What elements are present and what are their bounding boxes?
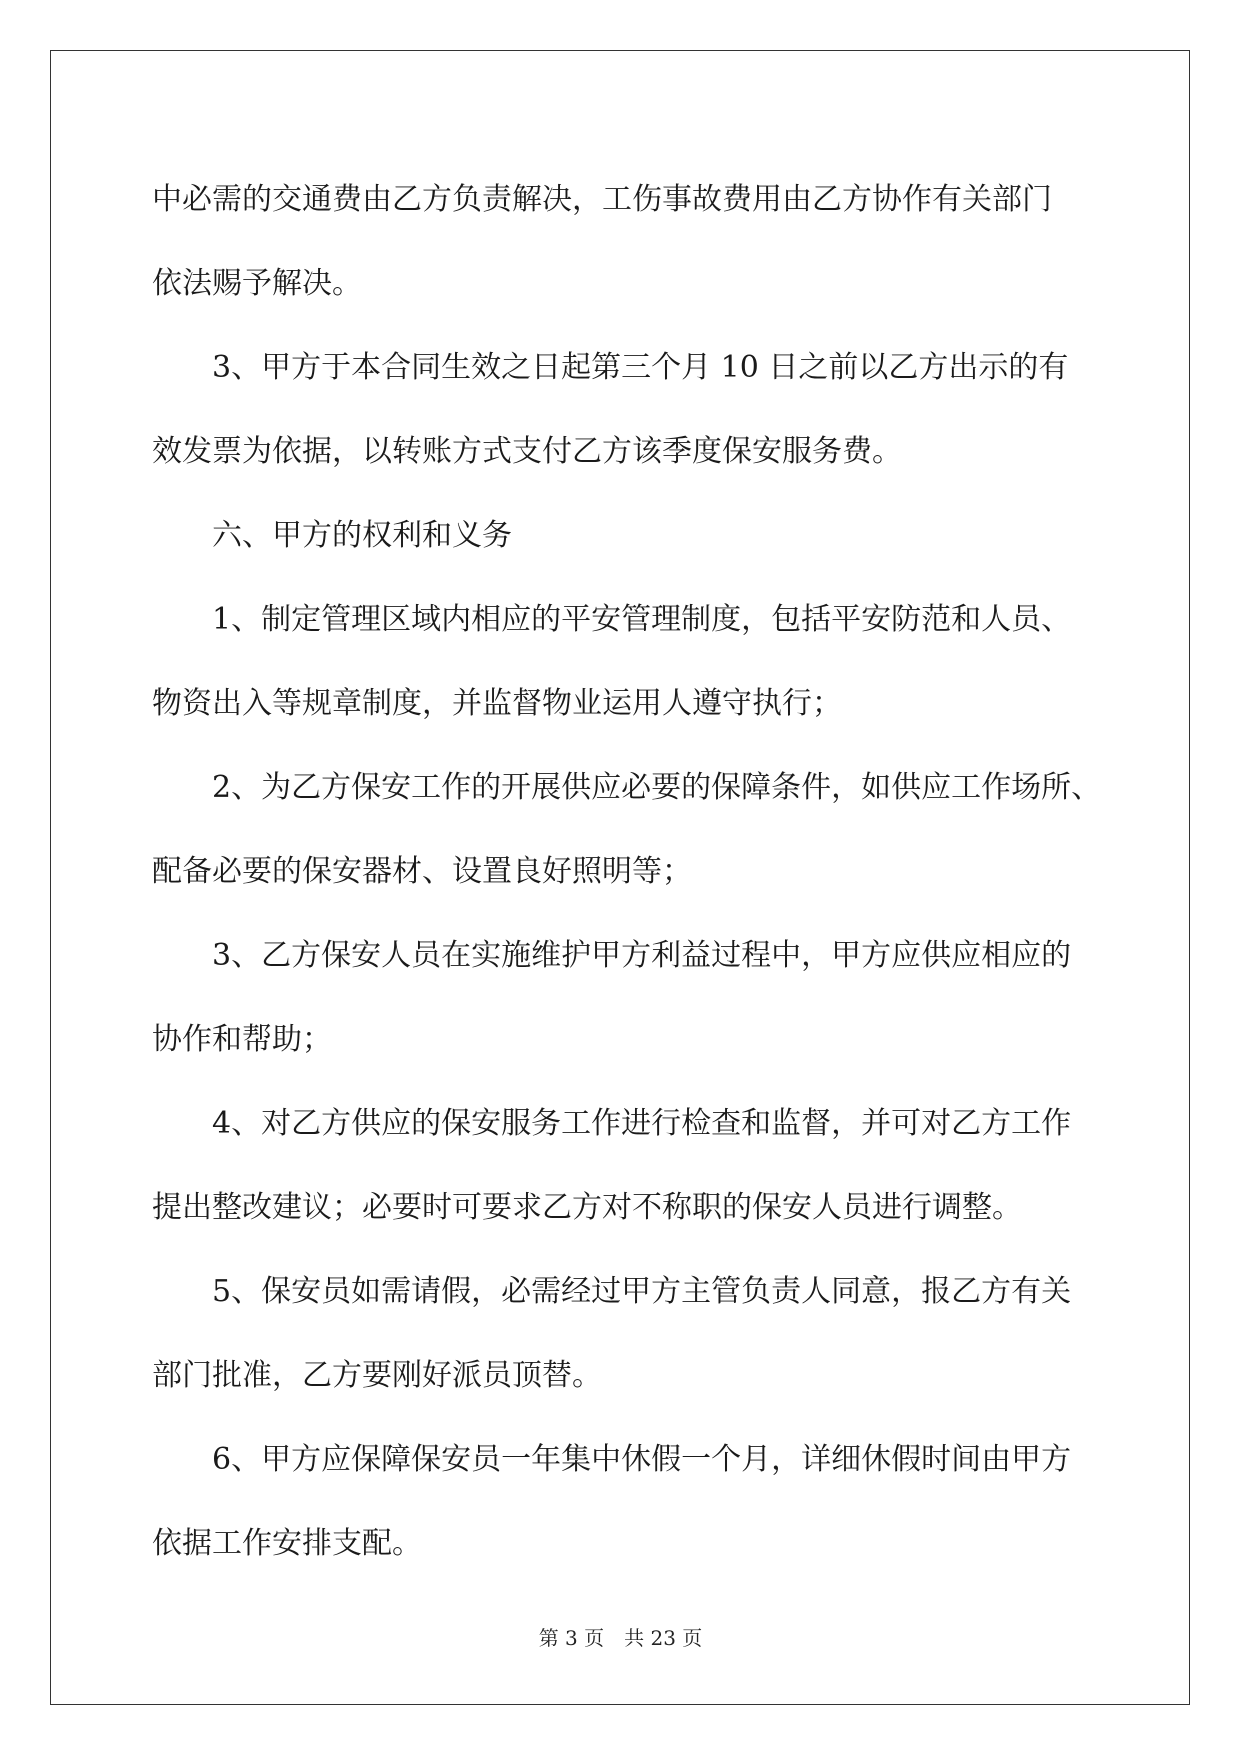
text-line: 依据工作安排支配。	[152, 1526, 422, 1561]
text-line: 提出整改建议；必要时可要求乙方对不称职的保安人员进行调整。	[152, 1190, 1022, 1225]
text-line: 6、甲方应保障保安员一年集中休假一个月，详细休假时间由甲方	[212, 1442, 1072, 1477]
text-line: 中必需的交通费由乙方负责解决，工伤事故费用由乙方协作有关部门	[152, 182, 1052, 217]
page-footer	[0, 1622, 1241, 1651]
text-line: 3、乙方保安人员在实施维护甲方利益过程中，甲方应供应相应的	[212, 938, 1072, 973]
text-line: 1、制定管理区域内相应的平安管理制度，包括平安防范和人员、	[212, 602, 1072, 637]
paragraph	[152, 158, 1092, 326]
text-line: 依法赐予解决。	[152, 266, 362, 301]
paragraph	[152, 578, 1092, 746]
page-total: 共 23 页	[624, 1626, 703, 1650]
paragraph	[152, 1082, 1092, 1250]
text-line: 物资出入等规章制度，并监督物业运用人遵守执行；	[152, 686, 842, 721]
paragraph	[152, 914, 1092, 1082]
text-line: 3、甲方于本合同生效之日起第三个月 10 日之前以乙方出示的有	[212, 350, 1069, 385]
text-line: 2、为乙方保安工作的开展供应必要的保障条件，如供应工作场所、	[212, 770, 1102, 805]
page-number: 第 3 页	[538, 1626, 605, 1650]
text-line: 协作和帮助；	[152, 1022, 332, 1057]
paragraph	[152, 1250, 1092, 1418]
text-line: 效发票为依据，以转账方式支付乙方该季度保安服务费。	[152, 434, 902, 469]
paragraph	[152, 1418, 1092, 1586]
document-body	[152, 158, 1102, 1586]
text-line: 部门批准，乙方要刚好派员顶替。	[152, 1358, 602, 1393]
paragraph	[152, 326, 1092, 494]
text-line: 配备必要的保安器材、设置良好照明等；	[152, 854, 692, 889]
text-line: 六、甲方的权利和义务	[212, 518, 512, 553]
text-line: 4、对乙方供应的保安服务工作进行检查和监督，并可对乙方工作	[212, 1106, 1072, 1141]
paragraph	[152, 746, 1102, 914]
text-line: 5、保安员如需请假，必需经过甲方主管负责人同意，报乙方有关	[212, 1274, 1072, 1309]
section-heading	[152, 494, 1092, 578]
